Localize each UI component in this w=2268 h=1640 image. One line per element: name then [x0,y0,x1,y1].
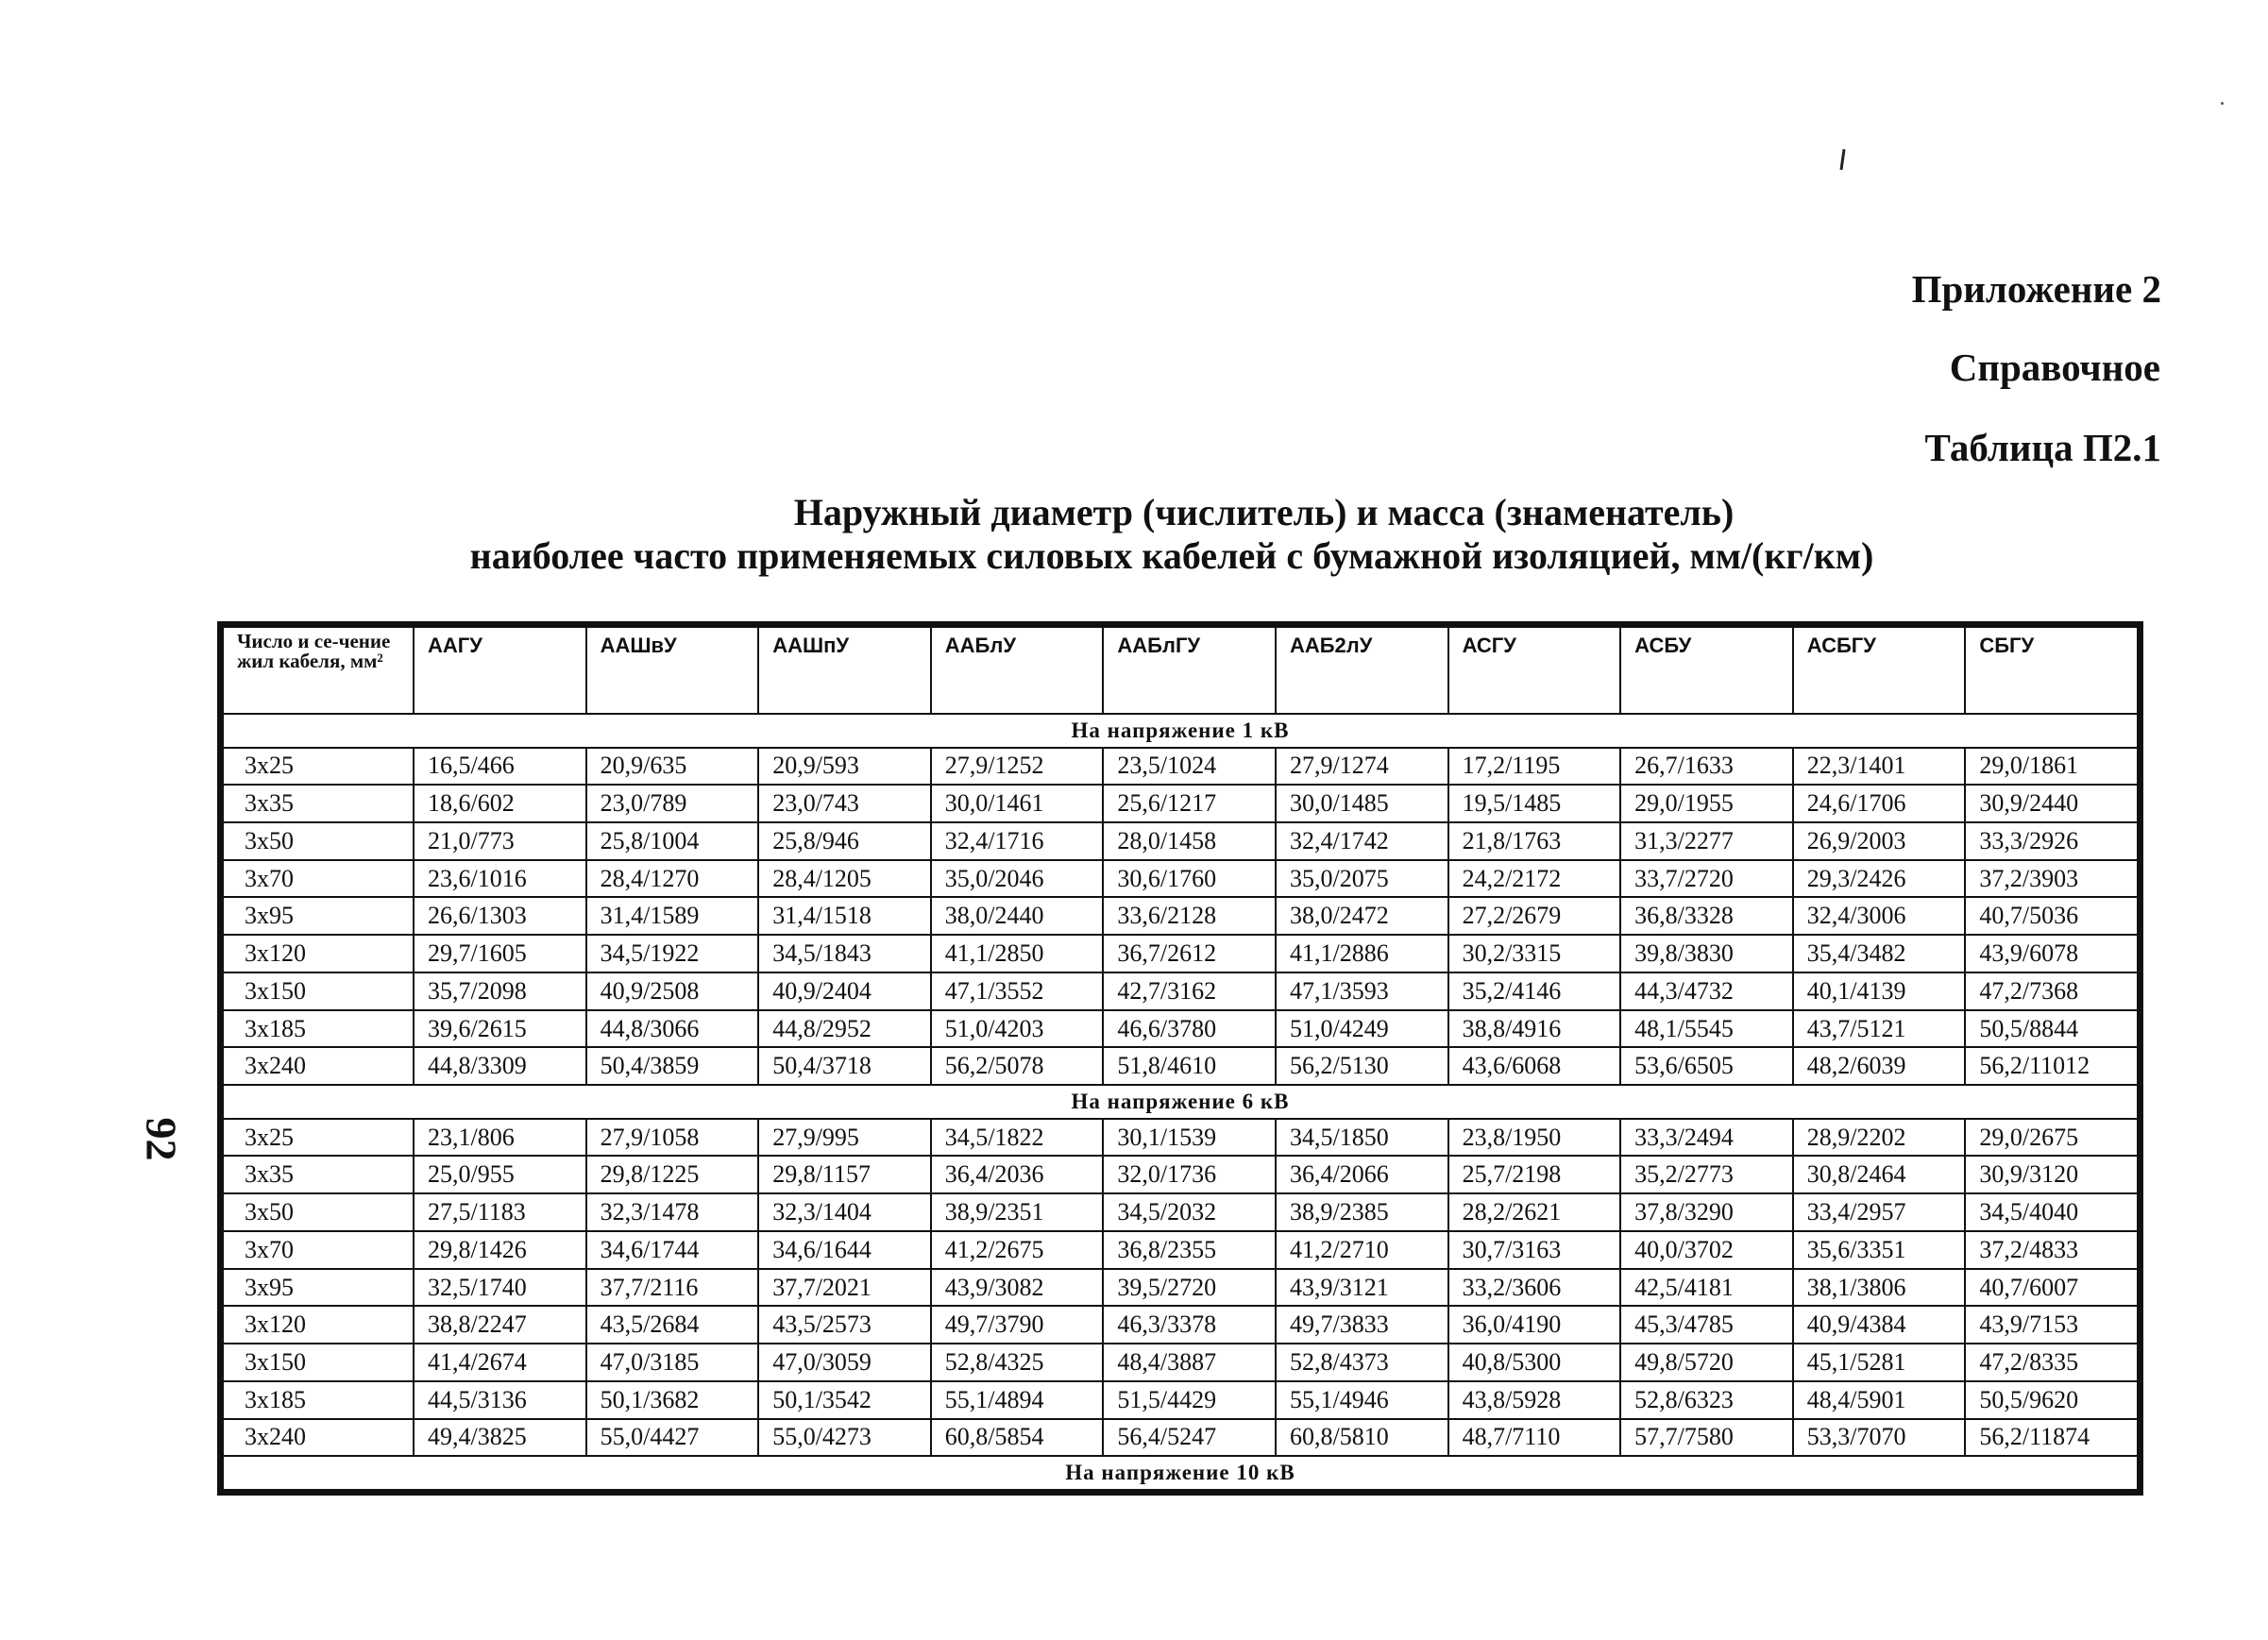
table-cell: 31,4/1518 [758,897,931,935]
table-cell: 45,1/5281 [1793,1344,1966,1381]
table-cell: 60,8/5854 [931,1419,1104,1457]
table-cell: 42,7/3162 [1103,972,1276,1010]
table-row [223,1119,2138,1157]
table-cell: 24,6/1706 [1793,785,1966,822]
row-cable-size: 3x240 [223,1419,414,1457]
table-cell: 29,8/1426 [414,1231,586,1269]
cable-table-frame [217,621,2143,1496]
table-cell: 30,0/1485 [1276,785,1448,822]
table-cell: 50,1/3542 [758,1381,931,1419]
row-cable-size: 3x185 [223,1010,414,1048]
table-cell: 56,4/5247 [1103,1419,1276,1457]
table-cell: 36,4/2066 [1276,1156,1448,1193]
header-col: ААБлУ [931,627,1104,714]
table-cell: 36,0/4190 [1448,1306,1621,1344]
table-cell: 19,5/1485 [1448,785,1621,822]
table-row [223,935,2138,972]
header-col: ААГУ [414,627,586,714]
header-cable-size: Число и се-чение жил кабеля, мм² [223,627,414,714]
table-cell: 30,0/1461 [931,785,1104,822]
table-cell: 44,5/3136 [414,1381,586,1419]
table-cell: 38,1/3806 [1793,1269,1966,1307]
table-cell: 32,4/3006 [1793,897,1966,935]
row-cable-size: 3x185 [223,1381,414,1419]
table-row [223,1419,2138,1457]
table-cell: 25,8/1004 [586,822,759,860]
table-cell: 55,0/4427 [586,1419,759,1457]
table-cell: 50,5/8844 [1965,1010,2138,1048]
table-cell: 42,5/4181 [1620,1269,1793,1307]
table-cell: 50,4/3859 [586,1047,759,1085]
table-cell: 40,7/6007 [1965,1269,2138,1307]
table-cell: 27,9/1274 [1276,748,1448,786]
table-cell: 23,5/1024 [1103,748,1276,786]
table-cell: 36,7/2612 [1103,935,1276,972]
table-cell: 43,9/3082 [931,1269,1104,1307]
row-cable-size: 3x35 [223,1156,414,1193]
table-cell: 39,6/2615 [414,1010,586,1048]
table-cell: 38,0/2440 [931,897,1104,935]
table-cell: 36,8/3328 [1620,897,1793,935]
table-cell: 29,8/1157 [758,1156,931,1193]
table-cell: 51,0/4249 [1276,1010,1448,1048]
section-row [223,714,2138,748]
table-cell: 34,6/1644 [758,1231,931,1269]
table-cell: 21,8/1763 [1448,822,1621,860]
table-cell: 35,6/3351 [1793,1231,1966,1269]
table-cell: 39,8/3830 [1620,935,1793,972]
row-cable-size: 3x95 [223,1269,414,1307]
table-cell: 60,8/5810 [1276,1419,1448,1457]
table-cell: 28,4/1205 [758,860,931,898]
table-cell: 34,5/1822 [931,1119,1104,1157]
table-cell: 35,7/2098 [414,972,586,1010]
table-cell: 48,2/6039 [1793,1047,1966,1085]
table-number: Таблица П2.1 [1924,426,2161,469]
table-cell: 35,2/4146 [1448,972,1621,1010]
table-cell: 41,1/2850 [931,935,1104,972]
table-cell: 33,6/2128 [1103,897,1276,935]
table-cell: 37,2/4833 [1965,1231,2138,1269]
header-col: ААШвУ [586,627,759,714]
table-cell: 23,1/806 [414,1119,586,1157]
row-cable-size: 3x150 [223,972,414,1010]
table-row [223,1156,2138,1193]
table-cell: 41,1/2886 [1276,935,1448,972]
table-cell: 35,2/2773 [1620,1156,1793,1193]
header-col: ААБлГУ [1103,627,1276,714]
table-cell: 30,1/1539 [1103,1119,1276,1157]
table-cell: 40,9/4384 [1793,1306,1966,1344]
table-cell: 35,4/3482 [1793,935,1966,972]
table-cell: 27,9/1252 [931,748,1104,786]
table-cell: 38,9/2385 [1276,1193,1448,1231]
table-cell: 35,0/2046 [931,860,1104,898]
table-cell: 41,2/2710 [1276,1231,1448,1269]
table-cell: 33,3/2926 [1965,822,2138,860]
row-cable-size: 3x70 [223,1231,414,1269]
table-cell: 31,4/1589 [586,897,759,935]
table-cell: 28,4/1270 [586,860,759,898]
table-cell: 22,3/1401 [1793,748,1966,786]
table-cell: 46,3/3378 [1103,1306,1276,1344]
table-row [223,785,2138,822]
table-cell: 45,3/4785 [1620,1306,1793,1344]
table-cell: 30,9/2440 [1965,785,2138,822]
table-cell: 56,2/5130 [1276,1047,1448,1085]
table-cell: 32,0/1736 [1103,1156,1276,1193]
appendix-label: Приложение 2 [1911,267,2161,311]
header-col: ААШпУ [758,627,931,714]
table-row [223,1010,2138,1048]
table-title [0,491,2268,578]
table-cell: 52,8/4373 [1276,1344,1448,1381]
table-cell: 47,1/3593 [1276,972,1448,1010]
table-cell: 23,0/789 [586,785,759,822]
table-cell: 51,0/4203 [931,1010,1104,1048]
table-cell: 51,5/4429 [1103,1381,1276,1419]
table-cell: 48,4/5901 [1793,1381,1966,1419]
table-cell: 36,8/2355 [1103,1231,1276,1269]
section-row [223,1456,2138,1490]
table-cell: 29,7/1605 [414,935,586,972]
table-cell: 33,3/2494 [1620,1119,1793,1157]
table-cell: 34,5/1850 [1276,1119,1448,1157]
table-cell: 48,7/7110 [1448,1419,1621,1457]
section-label: На напряжение 10 кВ [223,1456,2138,1490]
table-cell: 40,7/5036 [1965,897,2138,935]
table-cell: 32,5/1740 [414,1269,586,1307]
table-cell: 23,0/743 [758,785,931,822]
table-row [223,1047,2138,1085]
table-cell: 29,8/1225 [586,1156,759,1193]
table-cell: 43,7/5121 [1793,1010,1966,1048]
table-cell: 40,1/4139 [1793,972,1966,1010]
table-cell: 40,9/2404 [758,972,931,1010]
row-cable-size: 3x120 [223,1306,414,1344]
table-cell: 26,9/2003 [1793,822,1966,860]
table-cell: 40,9/2508 [586,972,759,1010]
scan-dot [2221,102,2224,105]
section-label: На напряжение 1 кВ [223,714,2138,748]
row-cable-size: 3x70 [223,860,414,898]
table-cell: 30,9/3120 [1965,1156,2138,1193]
table-cell: 43,9/3121 [1276,1269,1448,1307]
table-cell: 55,1/4894 [931,1381,1104,1419]
table-header-row [223,627,2138,714]
table-cell: 27,9/995 [758,1119,931,1157]
table-cell: 38,0/2472 [1276,897,1448,935]
table-cell: 20,9/593 [758,748,931,786]
table-cell: 50,1/3682 [586,1381,759,1419]
table-cell: 30,6/1760 [1103,860,1276,898]
table-cell: 26,7/1633 [1620,748,1793,786]
table-cell: 57,7/7580 [1620,1419,1793,1457]
table-cell: 16,5/466 [414,748,586,786]
table-row [223,1193,2138,1231]
header-col: СБГУ [1965,627,2138,714]
table-cell: 28,9/2202 [1793,1119,1966,1157]
table-cell: 49,4/3825 [414,1419,586,1457]
table-cell: 43,5/2684 [586,1306,759,1344]
table-cell: 34,5/1843 [758,935,931,972]
table-cell: 51,8/4610 [1103,1047,1276,1085]
table-cell: 30,7/3163 [1448,1231,1621,1269]
header-col: ААБ2лУ [1276,627,1448,714]
table-cell: 32,3/1404 [758,1193,931,1231]
table-cell: 56,2/11874 [1965,1419,2138,1457]
table-cell: 50,5/9620 [1965,1381,2138,1419]
table-cell: 28,2/2621 [1448,1193,1621,1231]
table-row [223,822,2138,860]
table-cell: 43,8/5928 [1448,1381,1621,1419]
table-cell: 29,0/2675 [1965,1119,2138,1157]
table-cell: 25,0/955 [414,1156,586,1193]
table-cell: 44,3/4732 [1620,972,1793,1010]
table-row [223,1344,2138,1381]
row-cable-size: 3x120 [223,935,414,972]
table-cell: 48,1/5545 [1620,1010,1793,1048]
table-cell: 34,6/1744 [586,1231,759,1269]
table-cell: 47,1/3552 [931,972,1104,1010]
table-cell: 29,0/1955 [1620,785,1793,822]
table-cell: 37,7/2116 [586,1269,759,1307]
table-cell: 32,3/1478 [586,1193,759,1231]
reference-label: Справочное [1949,346,2160,389]
row-cable-size: 3x50 [223,1193,414,1231]
title-line-1: Наружный диаметр (числитель) и масса (знаменатель) [793,491,1735,533]
table-cell: 25,6/1217 [1103,785,1276,822]
table-cell: 47,0/3059 [758,1344,931,1381]
table-cell: 43,5/2573 [758,1306,931,1344]
table-cell: 25,7/2198 [1448,1156,1621,1193]
table-cell: 52,8/6323 [1620,1381,1793,1419]
table-cell: 38,8/2247 [414,1306,586,1344]
table-body [223,714,2138,1490]
table-cell: 32,4/1742 [1276,822,1448,860]
table-cell: 26,6/1303 [414,897,586,935]
table-row [223,1381,2138,1419]
row-cable-size: 3x240 [223,1047,414,1085]
table-cell: 33,4/2957 [1793,1193,1966,1231]
table-cell: 44,8/3309 [414,1047,586,1085]
table-cell: 47,2/8335 [1965,1344,2138,1381]
table-cell: 17,2/1195 [1448,748,1621,786]
table-row [223,897,2138,935]
table-cell: 46,6/3780 [1103,1010,1276,1048]
table-cell: 21,0/773 [414,822,586,860]
table-cell: 55,0/4273 [758,1419,931,1457]
table-cell: 27,9/1058 [586,1119,759,1157]
table-row [223,1231,2138,1269]
cable-table [222,626,2139,1491]
table-cell: 43,9/6078 [1965,935,2138,972]
table-cell: 49,7/3790 [931,1306,1104,1344]
table-cell: 35,0/2075 [1276,860,1448,898]
table-cell: 18,6/602 [414,785,586,822]
table-cell: 37,2/3903 [1965,860,2138,898]
table-cell: 33,2/3606 [1448,1269,1621,1307]
table-cell: 32,4/1716 [931,822,1104,860]
table-cell: 56,2/11012 [1965,1047,2138,1085]
table-cell: 31,3/2277 [1620,822,1793,860]
header-col: АСБГУ [1793,627,1966,714]
table-cell: 56,2/5078 [931,1047,1104,1085]
table-cell: 37,7/2021 [758,1269,931,1307]
table-cell: 49,7/3833 [1276,1306,1448,1344]
table-cell: 34,5/2032 [1103,1193,1276,1231]
header-col: АСБУ [1620,627,1793,714]
table-cell: 29,0/1861 [1965,748,2138,786]
table-cell: 52,8/4325 [931,1344,1104,1381]
table-cell: 24,2/2172 [1448,860,1621,898]
table-cell: 23,8/1950 [1448,1119,1621,1157]
table-cell: 38,9/2351 [931,1193,1104,1231]
table-row [223,1269,2138,1307]
table-cell: 36,4/2036 [931,1156,1104,1193]
table-cell: 30,2/3315 [1448,935,1621,972]
row-cable-size: 3x25 [223,748,414,786]
table-cell: 44,8/2952 [758,1010,931,1048]
table-cell: 41,4/2674 [414,1344,586,1381]
table-cell: 30,8/2464 [1793,1156,1966,1193]
row-cable-size: 3x25 [223,1119,414,1157]
table-cell: 34,5/4040 [1965,1193,2138,1231]
table-row [223,860,2138,898]
table-cell: 40,0/3702 [1620,1231,1793,1269]
table-cell: 37,8/3290 [1620,1193,1793,1231]
table-cell: 40,8/5300 [1448,1344,1621,1381]
table-cell: 48,4/3887 [1103,1344,1276,1381]
table-cell: 28,0/1458 [1103,822,1276,860]
title-line-2: наиболее часто применяемых силовых кабелей с бумажной изоляцией, мм/(кг/км) [469,534,1874,577]
header-col: АСГУ [1448,627,1621,714]
table-cell: 43,9/7153 [1965,1306,2138,1344]
table-cell: 25,8/946 [758,822,931,860]
table-row [223,1306,2138,1344]
row-cable-size: 3x35 [223,785,414,822]
table-cell: 47,0/3185 [586,1344,759,1381]
table-cell: 53,3/7070 [1793,1419,1966,1457]
table-cell: 20,9/635 [586,748,759,786]
table-cell: 53,6/6505 [1620,1047,1793,1085]
row-cable-size: 3x150 [223,1344,414,1381]
table-cell: 44,8/3066 [586,1010,759,1048]
table-row [223,972,2138,1010]
row-cable-size: 3x50 [223,822,414,860]
table-cell: 38,8/4916 [1448,1010,1621,1048]
table-cell: 23,6/1016 [414,860,586,898]
table-cell: 43,6/6068 [1448,1047,1621,1085]
page-number: 92 [137,1117,186,1161]
table-cell: 33,7/2720 [1620,860,1793,898]
row-cable-size: 3x95 [223,897,414,935]
table-cell: 29,3/2426 [1793,860,1966,898]
table-cell: 50,4/3718 [758,1047,931,1085]
section-label: На напряжение 6 кВ [223,1085,2138,1119]
section-row [223,1085,2138,1119]
table-cell: 27,2/2679 [1448,897,1621,935]
table-cell: 34,5/1922 [586,935,759,972]
table-cell: 27,5/1183 [414,1193,586,1231]
table-row [223,748,2138,786]
table-cell: 55,1/4946 [1276,1381,1448,1419]
table-cell: 47,2/7368 [1965,972,2138,1010]
scan-mark [1839,149,1845,170]
table-cell: 49,8/5720 [1620,1344,1793,1381]
table-cell: 39,5/2720 [1103,1269,1276,1307]
table-cell: 41,2/2675 [931,1231,1104,1269]
